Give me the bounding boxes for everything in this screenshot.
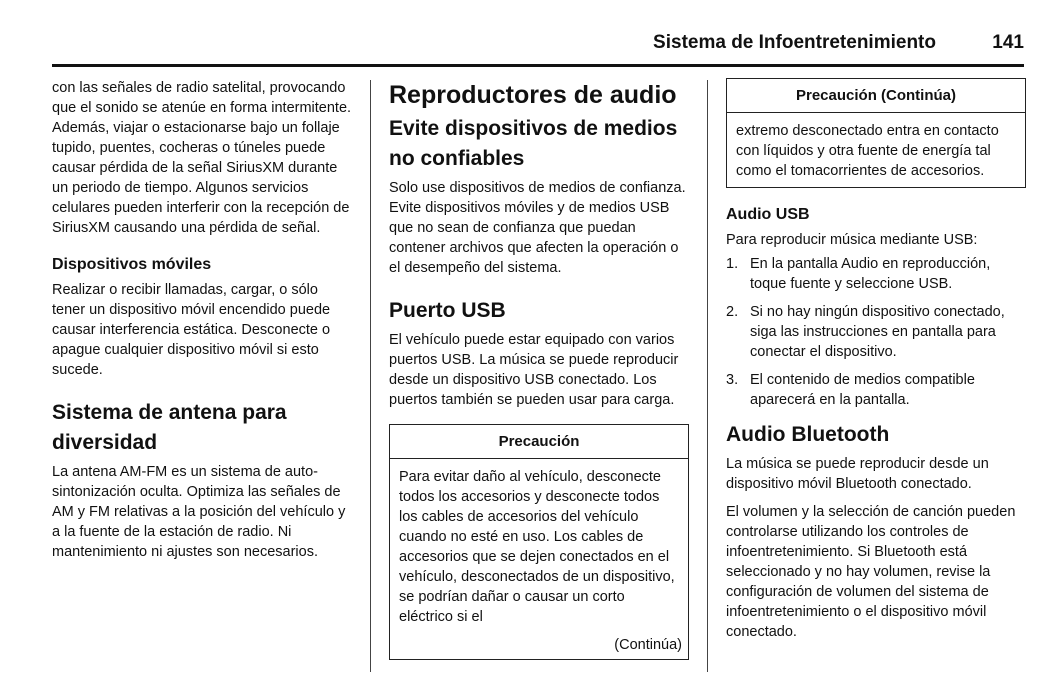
column-divider	[707, 80, 708, 672]
caution-continued-text: extremo desconectado entra en contacto con líquidos y otra fuente de energía tal como el tomacorrientes de accesorios.	[736, 123, 999, 179]
step-text: Si no hay ningún dispositivo conectado, siga las instrucciones en pantalla para conectar el dispositivo.	[750, 304, 1005, 360]
bluetooth-audio-heading: Audio Bluetooth	[726, 423, 890, 446]
usb-steps-list	[726, 254, 1026, 410]
antenna-paragraph: La antena AM-FM es un sistema de auto-sintonización oculta. Optimiza las señales de AM y FM relativas a la posición del vehículo y a la fuente de la estación de radio. Ni mantenimiento ni ajustes son necesarios.	[52, 464, 346, 560]
column-middle	[389, 78, 689, 660]
usb-port-paragraph: El vehículo puede estar equipado con varios puertos USB. La música se puede reproducir desde un dispositivo USB conectado. Los puertos también se pueden usar para carga.	[389, 332, 679, 408]
bluetooth-paragraph-2: El volumen y la selección de canción pueden controlarse utilizando los controles de infoentretenimiento. Si Bluetooth está seleccionado y no hay volumen, revise la configuración de volumen del sistema de infoentretenimiento o el dispositivo móvil conectado.	[726, 504, 1016, 640]
usb-audio-intro: Para reproducir música mediante USB:	[726, 232, 978, 248]
list-item	[726, 370, 1026, 410]
avoid-media-paragraph: Solo use dispositivos de medios de confianza. Evite dispositivos móviles y de medios USB que no sean de confianza que puedan contener archivos que afecten la operación o el desempeño del sistema.	[389, 180, 686, 276]
step-text: El contenido de medios compatible aparecerá en la pantalla.	[750, 372, 975, 408]
step-text: En la pantalla Audio en reproducción, toque fuente y seleccione USB.	[750, 256, 991, 292]
usb-port-heading: Puerto USB	[389, 299, 506, 322]
mobile-devices-paragraph: Realizar o recibir llamadas, cargar, o sólo tener un dispositivo móvil encendido puede causar interferencia estática. Desconecte o apague cualquier dispositivo móvil si esto sucede.	[52, 282, 331, 378]
mobile-devices-heading: Dispositivos móviles	[52, 256, 212, 273]
column-divider	[370, 80, 371, 672]
audio-players-title: Reproductores de audio	[389, 81, 677, 109]
caution-box	[389, 424, 689, 660]
caution-continued-title: Precaución (Continúa)	[727, 79, 1025, 113]
caution-continued-box	[726, 78, 1026, 188]
column-right	[726, 78, 1026, 642]
list-item	[726, 302, 1026, 362]
list-item	[726, 254, 1026, 294]
page-header	[52, 28, 1024, 67]
caution-text: Para evitar daño al vehículo, desconecte todos los accesorios y desconecte todos los cables de accesorios del vehículo cuando no esté en uso. Los cables de accesorios que se dejen conectados en el vehículo, desconectados de un dispositivo, se podrían dañar o causar un corto eléctrico si el	[399, 469, 675, 625]
step-number: 2.	[726, 304, 739, 320]
header-title: Sistema de Infoentretenimiento	[653, 32, 936, 53]
step-number: 1.	[726, 256, 739, 272]
caution-title: Precaución	[390, 425, 688, 459]
caution-continues: (Continúa)	[614, 637, 682, 653]
antenna-heading: Sistema de antena para diversidad	[52, 401, 287, 454]
intro-paragraph: con las señales de radio satelital, provocando que el sonido se atenúe en forma intermitente. Además, viajar o estacionarse bajo un follaje tupido, puentes, cocheras o túneles puede causar pérdida de la señal SiriusXM durante un periodo de tiempo. Algunos servicios celulares pueden interferir con la recepción de SiriusXM causando una pérdida de señal.	[52, 80, 352, 236]
column-left	[52, 78, 352, 562]
step-number: 3.	[726, 372, 739, 388]
avoid-media-heading: Evite dispositivos de medios no confiables	[389, 117, 678, 170]
page-number: 141	[992, 32, 1024, 53]
bluetooth-paragraph-1: La música se puede reproducir desde un dispositivo móvil Bluetooth conectado.	[726, 456, 989, 492]
usb-audio-heading: Audio USB	[726, 206, 810, 223]
